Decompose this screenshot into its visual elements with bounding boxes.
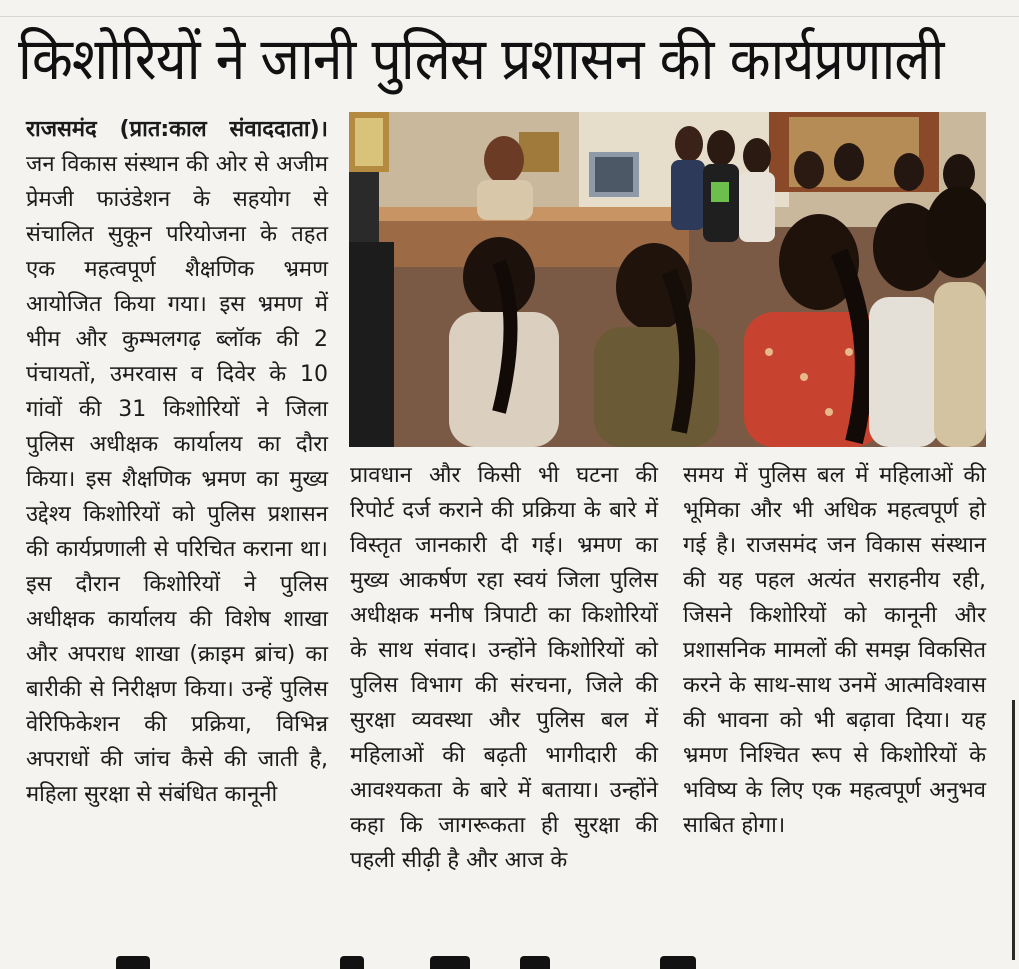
article-column-2 [350, 458, 658, 950]
cropped-glyph [430, 956, 470, 969]
cropped-glyph [660, 956, 696, 969]
article-headline: किशोरियों ने जानी पुलिस प्रशासन की कार्यप्रणाली [18, 25, 944, 93]
column-3-text: समय में पुलिस बल में महिलाओं की भूमिका और भी अधिक महत्वपूर्ण हो गई है। राजसमंद जन विकास संस्थान की यह पहल अत्यंत सराहनीय रही, जिसने किशोरियों को कानूनी और प्रशासनिक मामलों की समझ विकसित करने के साथ-साथ उनमें आत्मविश्वास की भावना को भी बढ़ावा दिया। यह भ्रमण निश्चित रूप से किशोरियों के भविष्य के लिए एक महत्वपूर्ण अनुभव साबित होगा। [683, 463, 986, 838]
next-headline-fragment [0, 952, 1019, 969]
news-photo [349, 112, 986, 447]
article-column-1 [26, 112, 328, 952]
column-2-text: प्रावधान और किसी भी घटना की रिपोर्ट दर्ज कराने की प्रक्रिया के बारे में विस्तृत जानकारी दी गई। भ्रमण का मुख्य आकर्षण रहा स्वयं जिला पुलिस अधीक्षक मनीष त्रिपाटी का किशोरियों के साथ संवाद। उन्होंने किशोरियों को पुलिस विभाग की संरचना, जिले की सुरक्षा व्यवस्था और पुलिस बल में महिलाओं की बढ़ती भागीदारी की आवश्यकता के बारे में बताया। उन्होंने कहा कि जागरूकता ही सुरक्षा की पहली सीढ़ी है और आज के [350, 463, 658, 873]
cropped-glyph [520, 956, 550, 969]
page-edge-mark [1012, 700, 1015, 960]
cropped-glyph [116, 956, 150, 969]
column-1-body: जन विकास संस्थान की ओर से अजीम प्रेमजी फाउंडेशन के सहयोग से संचालित सुकून परियोजना के तहत एक महत्वपूर्ण शैक्षणिक भ्रमण आयोजित किया गया। इस भ्रमण में भीम और कुम्भलगढ़ ब्लॉक की 2 पंचायतों, उमरवास व दिवेर के 10 गांवों की 31 किशोरियों ने जिला पुलिस अधीक्षक कार्यालय का दौरा किया। इस शैक्षणिक भ्रमण का मुख्य उद्देश्य किशोरियों को पुलिस प्रशासन की कार्यप्रणाली से परिचित कराना था। इस दौरान किशोरियों ने पुलिस अधीक्षक कार्यालय की विशेष शाखा और अपराध शाखा (क्राइम ब्रांच) का बारीकी से निरीक्षण किया। उन्हें पुलिस वेरिफिकेशन की प्रक्रिया, विभिन्न अपराधों की जांच कैसे की जाती है, महिला सुरक्षा से संबंधित कानूनी [26, 152, 328, 807]
article-column-3 [683, 458, 986, 950]
column-1-text [26, 112, 328, 812]
top-page-strip [0, 0, 1019, 17]
cropped-glyph [340, 956, 364, 969]
article-dateline: राजसमंद (प्रात:काल संवाददाता)। [26, 117, 328, 142]
